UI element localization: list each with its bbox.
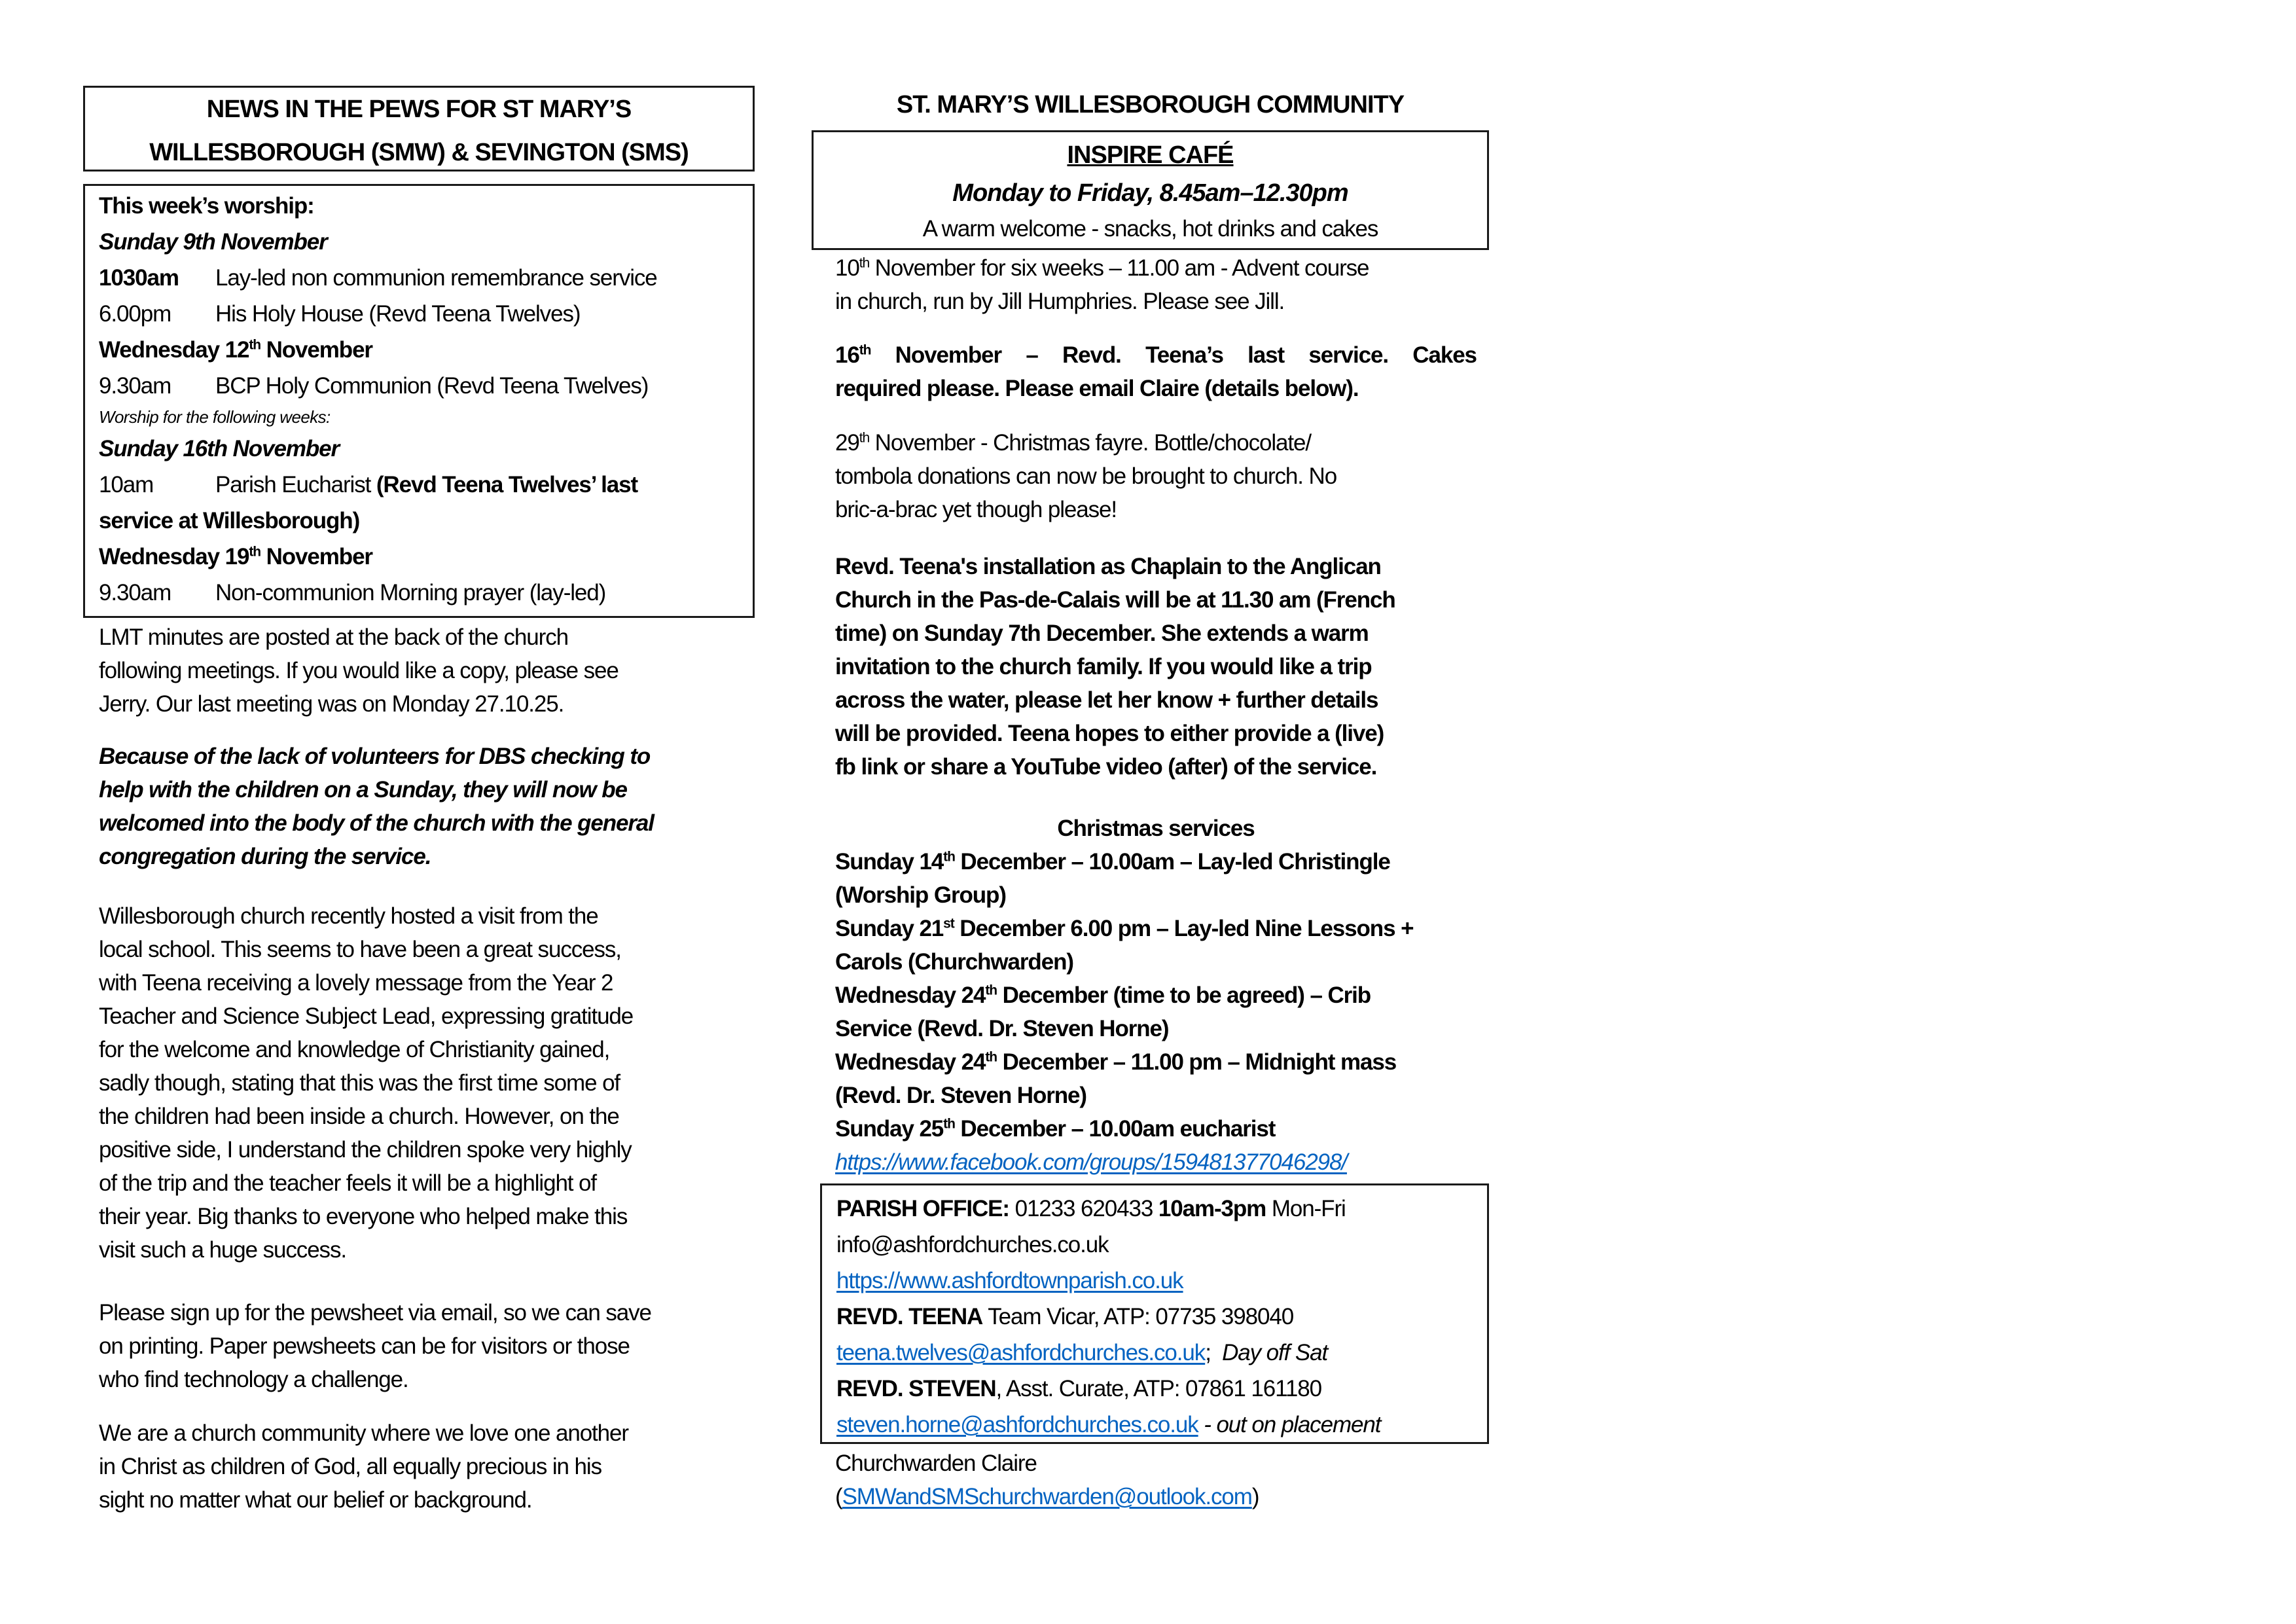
paragraph-line: Please sign up for the pewsheet via email, so we can save <box>99 1300 651 1326</box>
worship-day-sunday-9: Sunday 9th November <box>99 229 327 255</box>
service-text: Sunday 25 <box>835 1116 944 1142</box>
service-row <box>99 467 747 503</box>
paren-open: ( <box>835 1484 842 1509</box>
justified-word: – <box>1026 342 1038 368</box>
steven-note: - out on placement <box>1198 1412 1381 1437</box>
paragraph-line: We are a church community where we love one another <box>99 1420 628 1446</box>
parish-office-phone: 01233 620433 <box>1009 1196 1158 1221</box>
paragraph-line <box>835 426 1336 460</box>
service-row <box>99 575 747 611</box>
paragraph-line: who find technology a challenge. <box>99 1367 408 1392</box>
paragraph-line: in Christ as children of God, all equally precious in his <box>99 1454 601 1479</box>
worship-day-sunday-16: Sunday 16th November <box>99 436 339 461</box>
dbs-paragraph <box>99 740 654 873</box>
paragraph-line: welcomed into the body of the church with the general <box>99 810 654 836</box>
paragraph-line: invitation to the church family. If you would like a trip <box>835 654 1372 679</box>
ordinal-suffix: st <box>943 916 954 931</box>
paragraph-line <box>835 338 1477 372</box>
worship-day-wednesday-19 <box>99 539 747 575</box>
steven-role: , Asst. Curate, ATP: 07861 161180 <box>996 1376 1321 1401</box>
christmas-service-item <box>835 845 1477 912</box>
christmas-service-item <box>835 1112 1477 1146</box>
teena-role: Team Vicar, ATP: 07735 398040 <box>982 1304 1294 1329</box>
paragraph-line: following meetings. If you would like a copy, please see <box>99 658 619 683</box>
service-desc-bold: (Revd Teena Twelves’ last <box>376 472 638 497</box>
christmas-service-item <box>835 912 1477 979</box>
service-text: Wednesday 24 <box>835 983 986 1008</box>
service-text: Sunday 14 <box>835 849 944 875</box>
masthead-line-1: NEWS IN THE PEWS FOR ST MARY’S <box>206 96 632 123</box>
service-time: 1030am <box>99 265 179 291</box>
christmas-services <box>835 812 1477 1179</box>
paragraph-line: Revd. Teena's installation as Chaplain to the Anglican <box>835 554 1381 579</box>
churchwarden-email-link[interactable]: SMWandSMSchurchwarden@outlook.com <box>842 1484 1252 1509</box>
paragraph-line: tombola donations can now be brought to church. No <box>835 463 1337 489</box>
paragraph-line: Willesborough church recently hosted a visit from the <box>99 903 598 929</box>
paragraph-line: visit such a huge success. <box>99 1237 346 1263</box>
teena-email-line <box>836 1335 1380 1371</box>
service-text: Wednesday 24 <box>835 1049 986 1075</box>
masthead-line-2: WILLESBOROUGH (SMW) & SEVINGTON (SMS) <box>149 139 689 166</box>
paragraph-line: required please. Please email Claire (details below). <box>835 376 1359 401</box>
justified-word: last <box>1247 342 1285 368</box>
service-time: 9.30am <box>99 373 171 399</box>
paragraph-line: fb link or share a YouTube video (after) of the service. <box>835 754 1377 780</box>
school-visit-paragraph <box>99 899 633 1267</box>
service-line <box>835 979 1477 1012</box>
paragraph-line: for the welcome and knowledge of Christianity gained, <box>99 1037 610 1062</box>
paragraph-line: Jerry. Our last meeting was on Monday 27.10.25. <box>99 691 564 717</box>
lmt-paragraph <box>99 621 619 721</box>
notice-text: November for six weeks – 11.00 am - Advent course <box>869 255 1369 281</box>
ordinal-suffix: th <box>249 544 260 560</box>
christmas-heading: Christmas services <box>1057 816 1255 841</box>
separator: ; <box>1205 1340 1223 1365</box>
facebook-link-line <box>835 1146 1477 1179</box>
date-number: 29 <box>835 430 859 456</box>
service-time: 9.30am <box>99 580 171 605</box>
paragraph-line: sadly though, stating that this was the first time some of <box>99 1070 620 1096</box>
ordinal-suffix: th <box>943 849 955 865</box>
service-row <box>99 296 747 332</box>
service-text: December – 10.00am eucharist <box>954 1116 1276 1142</box>
service-text: December 6.00 pm – Lay-led Nine Lessons + <box>954 916 1414 941</box>
service-line <box>835 912 1477 945</box>
justified-word <box>835 338 870 372</box>
christmas-service-item <box>835 1045 1477 1112</box>
parish-office-label: PARISH OFFICE: <box>836 1196 1009 1221</box>
paragraph-line: Teacher and Science Subject Lead, expressing gratitude <box>99 1003 634 1029</box>
justified-word: service. <box>1308 342 1388 368</box>
service-line-cont: Service (Revd. Dr. Steven Horne) <box>835 1016 1169 1041</box>
ordinal-suffix: th <box>859 342 871 358</box>
paragraph-line: will be provided. Teena hopes to either provide a (live) <box>835 721 1384 746</box>
ordinal-suffix: th <box>985 1049 997 1065</box>
steven-contact-line <box>836 1371 1380 1407</box>
paragraph-line: their year. Big thanks to everyone who helped make this <box>99 1204 628 1229</box>
christmas-fayre-notice <box>835 426 1336 526</box>
steven-email-link[interactable]: steven.horne@ashfordchurches.co.uk <box>836 1412 1198 1437</box>
christmas-service-item <box>835 979 1477 1045</box>
ordinal-suffix: th <box>859 430 870 446</box>
paragraph-line: local school. This seems to have been a great success, <box>99 937 621 962</box>
teena-contact-line <box>836 1299 1380 1335</box>
churchwarden-label: Churchwarden Claire <box>835 1451 1037 1476</box>
inspire-cafe-box <box>812 130 1489 250</box>
service-desc: His Holy House (Revd Teena Twelves) <box>215 301 581 327</box>
day-text: November <box>260 544 372 569</box>
following-weeks-label: Worship for the following weeks: <box>99 407 331 427</box>
justified-word: Teena’s <box>1145 342 1223 368</box>
teena-email-link[interactable]: teena.twelves@ashfordchurches.co.uk <box>836 1340 1206 1365</box>
last-service-notice <box>835 338 1477 405</box>
service-line-cont: (Revd. Dr. Steven Horne) <box>835 1083 1086 1108</box>
service-line <box>835 1045 1477 1079</box>
service-desc: BCP Holy Communion (Revd Teena Twelves) <box>215 373 649 399</box>
steven-email-line <box>836 1407 1380 1443</box>
ordinal-suffix: th <box>985 983 997 998</box>
cafe-hours: Monday to Friday, 8.45am–12.30pm <box>952 179 1348 207</box>
paragraph-line <box>835 251 1369 285</box>
facebook-group-link[interactable]: https://www.facebook.com/groups/159481377046298/ <box>835 1149 1347 1175</box>
service-row <box>99 368 747 404</box>
day-text: Wednesday 19 <box>99 544 249 569</box>
paragraph-line: Church in the Pas-de-Calais will be at 11.30 am (French <box>835 587 1395 613</box>
worship-day-wednesday-12 <box>99 332 747 368</box>
service-line-cont: (Worship Group) <box>835 882 1006 908</box>
churchwarden-contact <box>835 1447 1259 1513</box>
day-text: November <box>260 337 372 363</box>
pewsheet-signup-paragraph <box>99 1296 651 1396</box>
paragraph-line: bric-a-brac yet though please! <box>835 497 1117 522</box>
teena-label: REVD. TEENA <box>836 1304 983 1329</box>
paragraph-line: LMT minutes are posted at the back of the church <box>99 624 568 650</box>
service-text: December – 10.00am – Lay-led Christingle <box>954 849 1390 875</box>
service-text: December – 11.00 pm – Midnight mass <box>996 1049 1397 1075</box>
service-time: 10am <box>99 472 154 497</box>
service-desc: Lay-led non communion remembrance service <box>215 265 657 291</box>
service-row <box>99 260 747 296</box>
paragraph-line: the children had been inside a church. However, on the <box>99 1104 619 1129</box>
paren-close: ) <box>1251 1484 1259 1509</box>
paragraph-line: time) on Sunday 7th December. She extends a warm <box>835 621 1369 646</box>
cafe-title: INSPIRE CAFÉ <box>1067 141 1234 169</box>
justified-word: Revd. <box>1062 342 1121 368</box>
justified-word: November <box>895 342 1002 368</box>
worship-content <box>99 188 747 611</box>
cafe-tagline: A warm welcome - snacks, hot drinks and cakes <box>922 216 1378 242</box>
parish-office-days: Mon-Fri <box>1266 1196 1346 1221</box>
paragraph-line: Because of the lack of volunteers for DBS checking to <box>99 744 651 769</box>
paragraph-line: with Teena receiving a lovely message from the Year 2 <box>99 970 613 996</box>
service-line-cont: Carols (Churchwarden) <box>835 949 1073 975</box>
paragraph-line: across the water, please let her know + further details <box>835 687 1378 713</box>
service-text: December (time to be agreed) – Crib <box>996 983 1371 1008</box>
service-text: Sunday 21 <box>835 916 944 941</box>
parish-office-line <box>836 1191 1380 1227</box>
ordinal-suffix: th <box>249 337 260 353</box>
paragraph-line: sight no matter what our belief or background. <box>99 1487 532 1513</box>
paragraph-line: in church, run by Jill Humphries. Please see Jill. <box>835 289 1285 314</box>
steven-label: REVD. STEVEN <box>836 1376 996 1401</box>
parish-office-hours: 10am-3pm <box>1158 1196 1266 1221</box>
day-text: Wednesday 12 <box>99 337 249 363</box>
paragraph-line: on printing. Paper pewsheets can be for visitors or those <box>99 1333 630 1359</box>
churchwarden-email-line <box>835 1480 1259 1513</box>
service-line <box>835 1112 1477 1146</box>
paragraph-line: positive side, I understand the children spoke very highly <box>99 1137 632 1163</box>
service-time: 6.00pm <box>99 301 171 327</box>
contact-box <box>820 1183 1489 1444</box>
community-heading: ST. MARY’S WILLESBOROUGH COMMUNITY <box>896 91 1405 118</box>
date-number: 16 <box>835 342 859 368</box>
service-desc: Parish Eucharist <box>215 472 376 497</box>
service-desc: Non-communion Morning prayer (lay-led) <box>215 580 606 605</box>
paragraph-line: help with the children on a Sunday, they will now be <box>99 777 627 803</box>
parish-website-link[interactable]: https://www.ashfordtownparish.co.uk <box>836 1268 1183 1293</box>
advent-course-notice <box>835 251 1369 318</box>
installation-paragraph <box>835 550 1395 784</box>
justified-word: Cakes <box>1412 342 1477 368</box>
worship-heading: This week’s worship: <box>99 193 314 219</box>
paragraph-line: congregation during the service. <box>99 844 431 869</box>
service-desc-bold-cont: service at Willesborough) <box>99 508 360 533</box>
masthead-box <box>83 86 755 171</box>
parish-office-email: info@ashfordchurches.co.uk <box>836 1232 1109 1257</box>
ordinal-suffix: th <box>859 255 870 271</box>
ordinal-suffix: th <box>943 1116 955 1132</box>
teena-day-off: Day off Sat <box>1222 1340 1328 1365</box>
date-number: 10 <box>835 255 859 281</box>
notice-text: November - Christmas fayre. Bottle/chocolate/ <box>869 430 1312 456</box>
paragraph-line: of the trip and the teacher feels it will be a highlight of <box>99 1170 597 1196</box>
website-line <box>836 1263 1380 1299</box>
service-line <box>835 845 1477 878</box>
community-paragraph <box>99 1416 628 1517</box>
